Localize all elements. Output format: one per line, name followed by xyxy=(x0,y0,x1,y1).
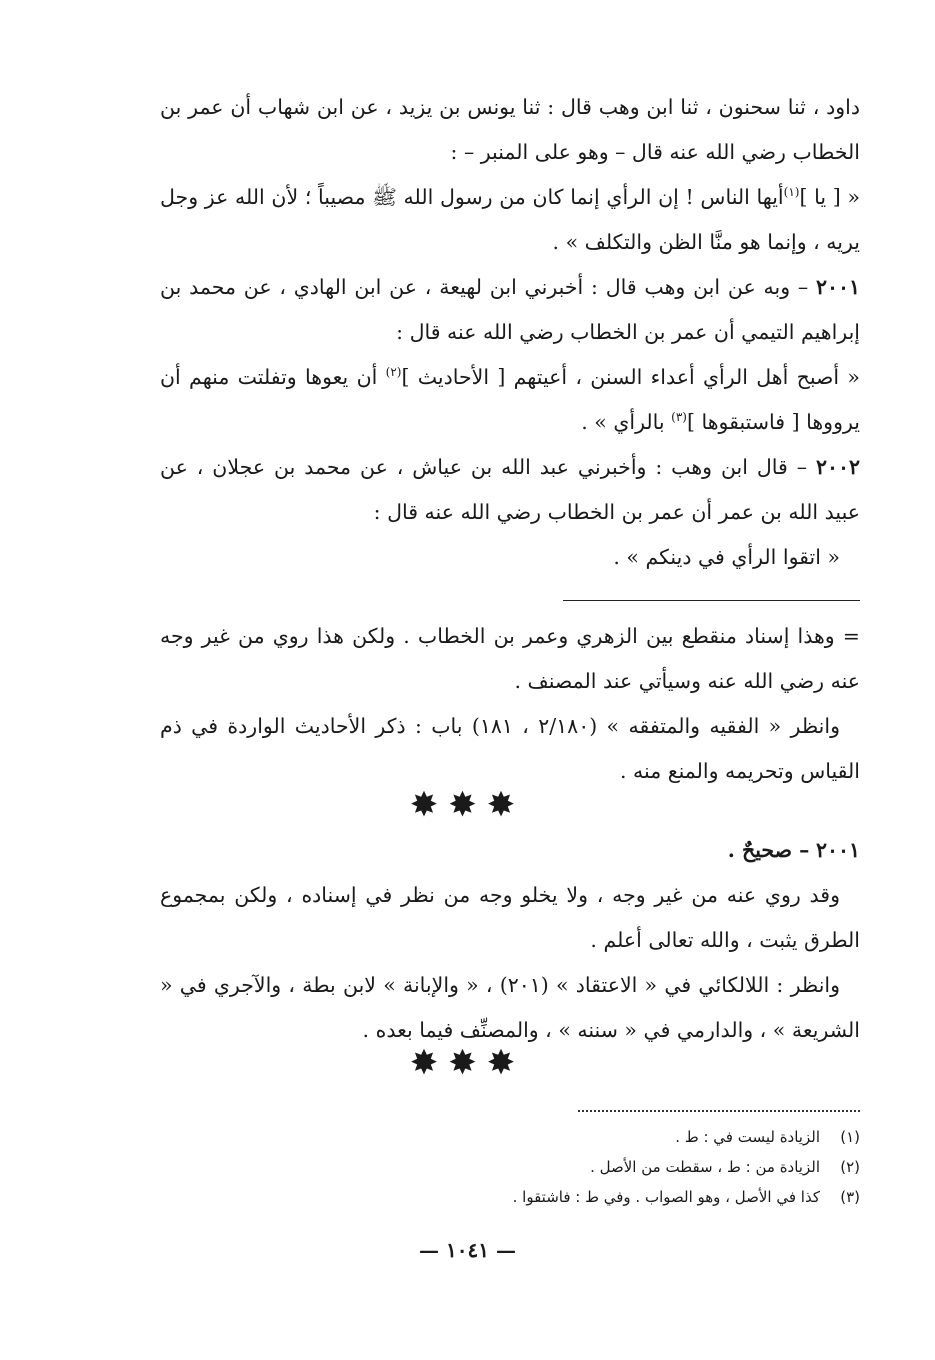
quote-part-b: أن يعوها وتفلتت منهم أن يرووها [ فاستبقوها ] xyxy=(160,365,860,434)
quote-part-a: « أصبح أهل الرأي أعداء السنن ، أعيتهم [ الأحاديث ] xyxy=(401,365,860,389)
footnote-number: (٣) xyxy=(840,1188,860,1206)
commentary-paragraph: وانظر « الفقيه والمتفقه » (٢/١٨٠ ، ١٨١) باب : ذكر الأحاديث الواردة في ذم القياس وتحريمه والمنع منه . xyxy=(160,714,860,783)
page-number: — ١٠٤١ — xyxy=(419,1238,516,1262)
footnote-text: كذا في الأصل ، وهو الصواب . وفي ط : فاشتقوا . xyxy=(512,1188,820,1206)
commentary-paragraph: وقد روي عنه من غير وجه ، ولا يخلو وجه من نظر في إسناده ، ولكن بمجموع الطرق يثبت ، والله تعالى أعلم . xyxy=(160,883,860,952)
commentary-top xyxy=(160,614,860,794)
hadith-chain: – قال ابن وهب : وأخبرني عبد الله بن عياش ، عن محمد بن عجلان ، عن عبيد الله بن عمر أن عمر بن الخطاب رضي الله عنه قال : xyxy=(160,455,860,524)
footnote xyxy=(160,1152,860,1182)
footnote-text: الزيادة من : ط ، سقطت من الأصل . xyxy=(590,1158,820,1176)
hadith-number: ٢٠٠١ xyxy=(815,838,860,862)
hadith-chain: – وبه عن ابن وهب قال : أخبرني ابن لهيعة ، عن ابن الهادي ، عن محمد بن إبراهيم التيمي أن عمر بن الخطاب رضي الله عنه قال : xyxy=(160,275,860,344)
hadith-2001-quote xyxy=(160,355,860,445)
isnad-paragraph: داود ، ثنا سحنون ، ثنا ابن وهب قال : ثنا يونس بن يزيد ، عن ابن شهاب أن عمر بن الخطاب رضي الله عنه قال – وهو على المنبر – : xyxy=(160,95,860,164)
footnote xyxy=(160,1122,860,1152)
hadith-2001 xyxy=(160,265,860,355)
hadith-2002 xyxy=(160,445,860,535)
hadith-number: ٢٠٠٢ xyxy=(815,455,860,479)
footnote xyxy=(160,1182,860,1212)
hadith-2002-quote: « اتقوا الرأي في دينكم » . xyxy=(613,545,840,569)
footnote-number: (٢) xyxy=(840,1158,860,1176)
footnote-ref-1: (١) xyxy=(783,185,800,200)
commentary-paragraph: وانظر : اللالكائي في « الاعتقاد » (٢٠١) ، « والإبانة » لابن بطة ، والآجري في « الشريعة » ، والدارمي في « سننه » ، والمصنِّف فيما بعده . xyxy=(160,973,860,1042)
separator-stars: ✸✸✸ xyxy=(409,1043,526,1083)
separator-stars: ✸✸✸ xyxy=(409,785,526,825)
commentary-paragraph: = وهذا إسناد منقطع بين الزهري وعمر بن الخطاب . ولكن هذا روي من غير وجه عنه رضي الله عنه وسيأتي عند المصنف . xyxy=(160,624,860,693)
footnote-ref-2: (٢) xyxy=(385,365,402,380)
footnote-ref-3: (٣) xyxy=(671,410,687,425)
footnote-text: الزيادة ليست في : ط . xyxy=(675,1128,820,1146)
grading-label: – صحيحٌ . xyxy=(727,838,810,862)
main-text xyxy=(160,85,860,580)
footnote-number: (١) xyxy=(840,1128,860,1146)
footnotes xyxy=(160,1122,860,1212)
quote-text: أيها الناس ! إن الرأي إنما كان من رسول الله ﷺ مصيباً ؛ لأن الله عز وجل يريه ، وإنما هو منَّا الظن والتكلف » . xyxy=(160,185,860,254)
quote-paragraph xyxy=(160,175,860,265)
grading-heading xyxy=(160,828,860,873)
section-divider xyxy=(563,600,860,601)
quote-part-c: بالرأي » . xyxy=(581,410,665,434)
commentary-bottom xyxy=(160,828,860,1053)
hadith-number: ٢٠٠١ xyxy=(815,275,860,299)
footnote-separator xyxy=(578,1110,860,1112)
quote-opening: « [ يا ] xyxy=(799,185,860,209)
